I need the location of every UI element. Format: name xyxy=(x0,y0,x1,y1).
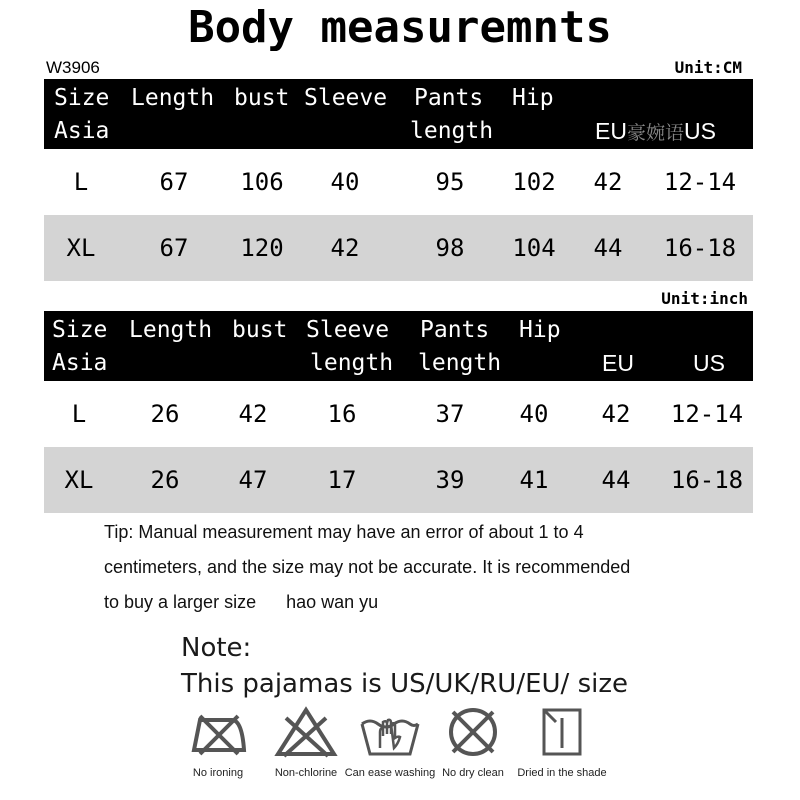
cell-eu: 42 xyxy=(593,168,623,196)
header-us: US xyxy=(693,350,725,376)
header-pants-length: length xyxy=(418,350,502,376)
cell-hip: 102 xyxy=(512,168,556,196)
table-row xyxy=(44,447,753,513)
table-row xyxy=(44,149,753,215)
cell-eu: 44 xyxy=(601,466,631,494)
page-title: Body measuremnts xyxy=(188,2,612,53)
table-header xyxy=(44,79,753,149)
cell-hip: 41 xyxy=(519,466,549,494)
cell-length: 26 xyxy=(150,466,180,494)
header-bust: bust xyxy=(232,317,288,343)
care-instructions xyxy=(176,706,636,796)
hand-wash-icon xyxy=(358,706,422,758)
size-table-cm xyxy=(44,79,753,281)
cell-pants: 95 xyxy=(435,168,465,196)
cell-sleeve: 40 xyxy=(330,168,360,196)
cell-pants: 39 xyxy=(435,466,465,494)
cell-pants: 37 xyxy=(435,400,465,428)
header-size: Size xyxy=(52,317,108,343)
cell-length: 67 xyxy=(159,168,189,196)
cell-length: 26 xyxy=(150,400,180,428)
table-header xyxy=(44,311,753,381)
note-text: This pajamas is US/UK/RU/EU/ size xyxy=(181,669,628,699)
header-asia: Asia xyxy=(54,118,110,144)
care-label: Non-chlorine xyxy=(274,767,338,779)
header-asia: Asia xyxy=(52,350,108,376)
cell-bust: 120 xyxy=(240,234,284,262)
care-label: Dried in the shade xyxy=(517,767,607,779)
header-size: Size xyxy=(54,85,110,111)
product-code: W3906 xyxy=(46,58,100,77)
unit-inch-label: Unit:inch xyxy=(661,289,748,308)
cell-eu: 44 xyxy=(593,234,623,262)
tip-line: Tip: Manual measurement may have an error of about 1 to 4 xyxy=(104,522,584,542)
cell-us: 12-14 xyxy=(663,168,737,196)
unit-cm-label: Unit:CM xyxy=(674,58,742,77)
cell-size: L xyxy=(73,168,89,196)
care-item xyxy=(514,706,610,780)
cell-us: 12-14 xyxy=(670,400,744,428)
size-table-inch xyxy=(44,311,753,513)
care-label: Can ease washing xyxy=(344,767,436,779)
cell-size: XL xyxy=(64,466,94,494)
header-length: Length xyxy=(131,85,215,111)
brand-name: hao wan yu xyxy=(286,592,379,612)
care-label: No ironing xyxy=(192,767,244,779)
cell-hip: 40 xyxy=(519,400,549,428)
no-dry-clean-icon xyxy=(441,706,505,758)
cell-hip: 104 xyxy=(512,234,556,262)
care-item xyxy=(438,706,508,780)
tip-line: centimeters, and the size may not be accurate. It is recommended xyxy=(104,557,631,577)
header-pants: Pants xyxy=(414,85,484,111)
cell-eu: 42 xyxy=(601,400,631,428)
header-sleeve: Sleeve xyxy=(304,85,388,111)
tip-line: to buy a larger size hao wan yu xyxy=(104,592,379,612)
header-pants-length: length xyxy=(410,118,494,144)
cell-pants: 98 xyxy=(435,234,465,262)
cell-bust: 106 xyxy=(240,168,284,196)
cell-length: 67 xyxy=(159,234,189,262)
cell-bust: 42 xyxy=(238,400,268,428)
care-item xyxy=(268,706,344,780)
care-item xyxy=(344,706,436,780)
header-sleeve-length: length xyxy=(310,350,394,376)
cell-size: L xyxy=(71,400,87,428)
no-ironing-icon xyxy=(186,706,250,758)
cell-size: XL xyxy=(66,234,96,262)
care-item xyxy=(176,706,260,780)
cell-sleeve: 17 xyxy=(327,466,357,494)
cell-sleeve: 42 xyxy=(330,234,360,262)
header-eu-us: EU豪婉语US xyxy=(595,118,716,144)
table-row xyxy=(44,381,753,447)
cell-us: 16-18 xyxy=(663,234,737,262)
header-length: Length xyxy=(129,317,213,343)
care-label: No dry clean xyxy=(442,767,504,779)
header-hip: Hip xyxy=(512,85,554,111)
cell-bust: 47 xyxy=(238,466,268,494)
header-hip: Hip xyxy=(519,317,561,343)
cell-sleeve: 16 xyxy=(327,400,357,428)
note-heading: Note: xyxy=(181,633,252,663)
cell-us: 16-18 xyxy=(670,466,744,494)
table-row xyxy=(44,215,753,281)
watermark-text: 豪婉语 xyxy=(626,123,684,144)
measurement-tip xyxy=(104,515,744,620)
non-chlorine-icon xyxy=(274,706,338,758)
header-pants: Pants xyxy=(420,317,490,343)
dry-in-shade-icon xyxy=(530,706,594,758)
size-note xyxy=(181,630,628,702)
header-eu: EU xyxy=(602,350,634,376)
header-sleeve: Sleeve xyxy=(306,317,390,343)
header-bust: bust xyxy=(234,85,290,111)
